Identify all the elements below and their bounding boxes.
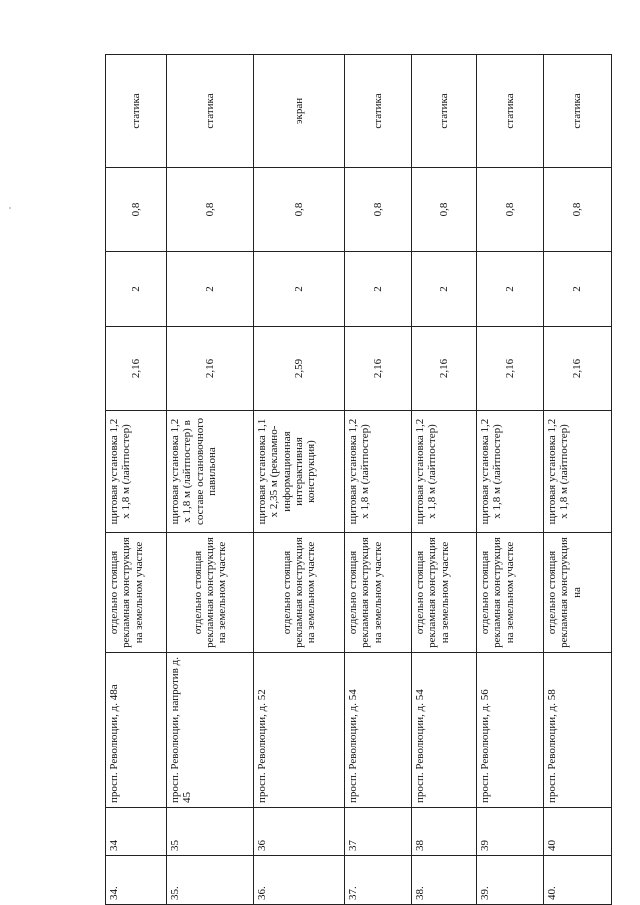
structure-number-cell: 40 [544, 808, 612, 856]
area-cell: 2,16 [106, 327, 167, 411]
fee-cell: 0,8 [106, 168, 167, 252]
sides-cell: 2 [477, 252, 544, 327]
sides-cell: 2 [345, 252, 412, 327]
row-number-cell: 34. [106, 856, 167, 905]
table-row [544, 55, 612, 905]
sides-cell: 2 [412, 252, 477, 327]
table-row [106, 55, 167, 905]
kind-cell: статика [412, 55, 477, 168]
table-row [412, 55, 477, 905]
sides-cell: 2 [106, 252, 167, 327]
structure-type-cell: отдельно стоящая рекламная конструкция на земельном участке [412, 533, 477, 653]
table-row [167, 55, 254, 905]
description-cell: щитовая установка 1,2 х 1,8 м (лайтпостер) в составе остановочного павильона [167, 411, 254, 533]
sides-cell: 2 [167, 252, 254, 327]
area-cell: 2,16 [544, 327, 612, 411]
sides-cell: 2 [254, 252, 345, 327]
row-number-cell: 38. [412, 856, 477, 905]
description-cell: щитовая установка 1,2 х 1,8 м (лайтпостер) [106, 411, 167, 533]
scan-speck [9, 207, 11, 209]
table-row [345, 55, 412, 905]
row-number-cell: 40. [544, 856, 612, 905]
description-cell: щитовая установка 1,2 х 1,8 м (лайтпостер) [477, 411, 544, 533]
address-cell: просп. Революции, д. 54 [412, 653, 477, 808]
structure-type-cell: отдельно стоящая рекламная конструкция на земельном участке [167, 533, 254, 653]
structure-number-cell: 38 [412, 808, 477, 856]
address-cell: просп. Революции, д. 58 [544, 653, 612, 808]
area-cell: 2,16 [477, 327, 544, 411]
fee-cell: 0,8 [544, 168, 612, 252]
address-cell: просп. Революции, д. 56 [477, 653, 544, 808]
structure-type-cell: отдельно стоящая рекламная конструкция на [544, 533, 612, 653]
description-cell: щитовая установка 1,2 х 1,8 м (лайтпостер) [345, 411, 412, 533]
area-cell: 2,16 [412, 327, 477, 411]
structure-number-cell: 37 [345, 808, 412, 856]
structure-number-cell: 35 [167, 808, 254, 856]
address-cell: просп. Революции, д. 52 [254, 653, 345, 808]
description-cell: щитовая установка 1,2 х 1,8 м (лайтпостер) [544, 411, 612, 533]
rotated-table-wrapper [105, 55, 611, 905]
structure-number-cell: 39 [477, 808, 544, 856]
table-row [254, 55, 345, 905]
structure-number-cell: 36 [254, 808, 345, 856]
area-cell: 2,59 [254, 327, 345, 411]
kind-cell: статика [345, 55, 412, 168]
row-number-cell: 39. [477, 856, 544, 905]
advertising-structures-table [105, 54, 612, 905]
structure-type-cell: отдельно стоящая рекламная конструкция на земельном участке [345, 533, 412, 653]
fee-cell: 0,8 [254, 168, 345, 252]
address-cell: просп. Революции, д. 48а [106, 653, 167, 808]
kind-cell: статика [544, 55, 612, 168]
fee-cell: 0,8 [345, 168, 412, 252]
description-cell: щитовая установка 1,1 х 2,35 м (рекламно-информационная интерактивная конструкция) [254, 411, 345, 533]
area-cell: 2,16 [345, 327, 412, 411]
area-cell: 2,16 [167, 327, 254, 411]
fee-cell: 0,8 [477, 168, 544, 252]
row-number-cell: 36. [254, 856, 345, 905]
kind-cell: экран [254, 55, 345, 168]
structure-number-cell: 34 [106, 808, 167, 856]
address-cell: просп. Революции, напротив д. 45 [167, 653, 254, 808]
description-cell: щитовая установка 1,2 х 1,8 м (лайтпостер) [412, 411, 477, 533]
sides-cell: 2 [544, 252, 612, 327]
fee-cell: 0,8 [167, 168, 254, 252]
address-cell: просп. Революции, д. 54 [345, 653, 412, 808]
structure-type-cell: отдельно стоящая рекламная конструкция на земельном участке [254, 533, 345, 653]
row-number-cell: 35. [167, 856, 254, 905]
structure-type-cell: отдельно стоящая рекламная конструкция на земельном участке [106, 533, 167, 653]
kind-cell: статика [106, 55, 167, 168]
kind-cell: статика [167, 55, 254, 168]
row-number-cell: 37. [345, 856, 412, 905]
table-row [477, 55, 544, 905]
fee-cell: 0,8 [412, 168, 477, 252]
structure-type-cell: отдельно стоящая рекламная конструкция на земельном участке [477, 533, 544, 653]
kind-cell: статика [477, 55, 544, 168]
